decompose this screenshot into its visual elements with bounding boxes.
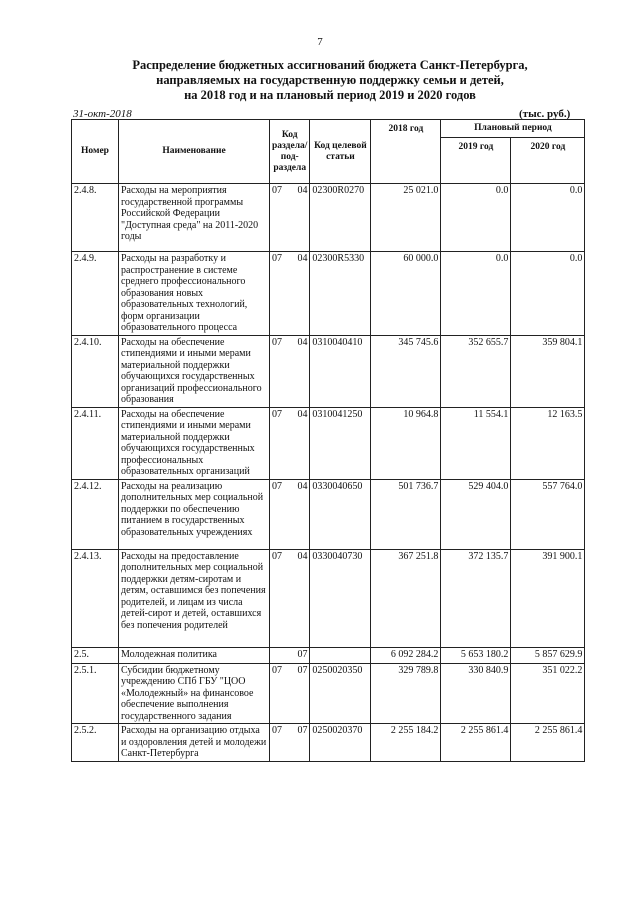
row-number: 2.5.2. <box>72 724 119 762</box>
row-value-2019: 2 255 861.4 <box>441 724 511 762</box>
row-section-code <box>270 663 310 724</box>
row-name: Молодежная политика <box>119 647 270 663</box>
title-line: на 2018 год и на плановый период 2019 и 2020 годов <box>184 88 476 102</box>
row-value-2020: 359 804.1 <box>511 335 585 407</box>
row-number: 2.4.12. <box>72 479 119 549</box>
row-section-code <box>270 407 310 479</box>
row-section-code <box>270 479 310 549</box>
row-target-code: 02300R0270 <box>310 184 371 252</box>
row-value-2020: 5 857 629.9 <box>511 647 585 663</box>
title-line: Распределение бюджетных ассигнований бюджета Санкт-Петербурга, <box>132 58 528 72</box>
row-subsection: 04 <box>297 480 308 492</box>
row-subsection: 07 <box>297 648 308 660</box>
row-value-2019: 330 840.9 <box>441 663 511 724</box>
row-subsection: 07 <box>297 725 308 736</box>
row-section-code <box>270 252 310 336</box>
row-value-2020: 351 022.2 <box>511 663 585 724</box>
row-section <box>270 648 290 662</box>
row-number: 2.4.13. <box>72 549 119 647</box>
row-number: 2.4.9. <box>72 252 119 336</box>
header-planned-period: Плановый период <box>441 120 585 138</box>
table-row <box>72 479 585 549</box>
row-number: 2.5.1. <box>72 663 119 724</box>
row-number: 2.4.10. <box>72 335 119 407</box>
row-target-code: 0310041250 <box>310 407 371 479</box>
row-subsection: 04 <box>297 336 308 348</box>
row-value-2019: 5 653 180.2 <box>441 647 511 663</box>
row-section: 07 <box>272 480 282 492</box>
row-value-2020: 0.0 <box>511 252 585 336</box>
row-number: 2.4.11. <box>72 407 119 479</box>
row-value-2020: 557 764.0 <box>511 479 585 549</box>
row-target-code: 0250020370 <box>310 724 371 762</box>
row-value-2020: 12 163.5 <box>511 407 585 479</box>
row-section: 07 <box>272 253 282 264</box>
row-value-2018: 2 255 184.2 <box>371 724 441 762</box>
row-target-code <box>310 647 371 663</box>
row-value-2018: 60 000.0 <box>371 252 441 336</box>
row-target-code: 02300R5330 <box>310 252 371 336</box>
row-section-code <box>270 549 310 647</box>
header-number: Номер <box>72 120 119 184</box>
row-value-2018: 10 964.8 <box>371 407 441 479</box>
row-section: 07 <box>272 664 282 676</box>
row-section-code <box>270 184 310 252</box>
row-name: Расходы на реализацию дополнительных мер социальной поддержки по обеспечению питанием в государственных образовательных учреждениях <box>119 479 270 549</box>
row-name: Расходы на разработку и распространение в системе среднего профессионального образования новых образовательных технологий, форм организации образовательного процесса <box>119 252 270 336</box>
row-value-2018: 329 789.8 <box>371 663 441 724</box>
row-section-code <box>270 647 310 663</box>
row-value-2020: 2 255 861.4 <box>511 724 585 762</box>
row-name: Расходы на предоставление дополнительных мер социальной поддержки детям-сиротам и детям, оставшимся без попечения родителей, и лицам из числа детей-сирот и детей, оставшихся без попечения родителей <box>119 549 270 647</box>
row-value-2019: 372 135.7 <box>441 549 511 647</box>
document-date: 31-окт-2018 <box>73 108 132 120</box>
row-section: 07 <box>272 185 282 196</box>
row-section: 07 <box>272 336 282 348</box>
page-number: 7 <box>317 36 323 48</box>
header-name: Наименование <box>119 120 270 184</box>
units-label: (тыс. руб.) <box>519 108 571 120</box>
row-name: Расходы на мероприятия государственной программы Российской Федерации "Доступная среда" на 2011-2020 годы <box>119 184 270 252</box>
title-line: направляемых на государственную поддержку семьи и детей, <box>156 73 504 87</box>
row-value-2019: 0.0 <box>441 252 511 336</box>
header-2018: 2018 год <box>371 120 441 184</box>
row-name: Субсидии бюджетному учреждению СПб ГБУ "ЦОО «Молодежный» на финансовое обеспечение выполнения государственного задания <box>119 663 270 724</box>
row-subsection: 04 <box>297 550 308 562</box>
table-row <box>72 184 585 252</box>
row-value-2019: 11 554.1 <box>441 407 511 479</box>
row-name: Расходы на организацию отдыха и оздоровления детей и молодежи Санкт-Петербурга <box>119 724 270 762</box>
row-value-2018: 6 092 284.2 <box>371 647 441 663</box>
table-row <box>72 647 585 663</box>
row-target-code: 0310040410 <box>310 335 371 407</box>
row-value-2019: 0.0 <box>441 184 511 252</box>
row-section: 07 <box>272 725 282 736</box>
row-subsection: 07 <box>297 664 308 676</box>
row-value-2019: 352 655.7 <box>441 335 511 407</box>
table-row <box>72 724 585 762</box>
row-value-2018: 367 251.8 <box>371 549 441 647</box>
row-value-2020: 391 900.1 <box>511 549 585 647</box>
table-row <box>72 549 585 647</box>
row-value-2018: 345 745.6 <box>371 335 441 407</box>
row-section: 07 <box>272 550 282 562</box>
row-name: Расходы на обеспечение стипендиями и иными мерами материальной поддержки обучающихся государственных организаций профессионального образования <box>119 335 270 407</box>
header-target-code: Код целевой статьи <box>310 120 371 184</box>
document-title <box>60 58 600 103</box>
table-row <box>72 335 585 407</box>
row-name: Расходы на обеспечение стипендиями и иными мерами материальной поддержки обучающихся государственных профессиональных образовательных организаций <box>119 407 270 479</box>
table-row <box>72 407 585 479</box>
row-target-code: 0330040650 <box>310 479 371 549</box>
row-target-code: 0250020350 <box>310 663 371 724</box>
row-number: 2.5. <box>72 647 119 663</box>
row-subsection: 04 <box>297 185 308 196</box>
row-value-2020: 0.0 <box>511 184 585 252</box>
row-section-code <box>270 724 310 762</box>
header-section-code: Код раздела/ под-раздела <box>270 120 310 184</box>
budget-table <box>71 119 585 762</box>
row-target-code: 0330040730 <box>310 549 371 647</box>
table-row <box>72 663 585 724</box>
header-2019: 2019 год <box>441 138 511 184</box>
table-row <box>72 252 585 336</box>
row-value-2018: 25 021.0 <box>371 184 441 252</box>
row-value-2018: 501 736.7 <box>371 479 441 549</box>
header-2020: 2020 год <box>511 138 585 184</box>
row-subsection: 04 <box>297 253 308 264</box>
row-section: 07 <box>272 408 282 420</box>
row-value-2019: 529 404.0 <box>441 479 511 549</box>
row-number: 2.4.8. <box>72 184 119 252</box>
row-subsection: 04 <box>297 408 308 420</box>
row-section-code <box>270 335 310 407</box>
